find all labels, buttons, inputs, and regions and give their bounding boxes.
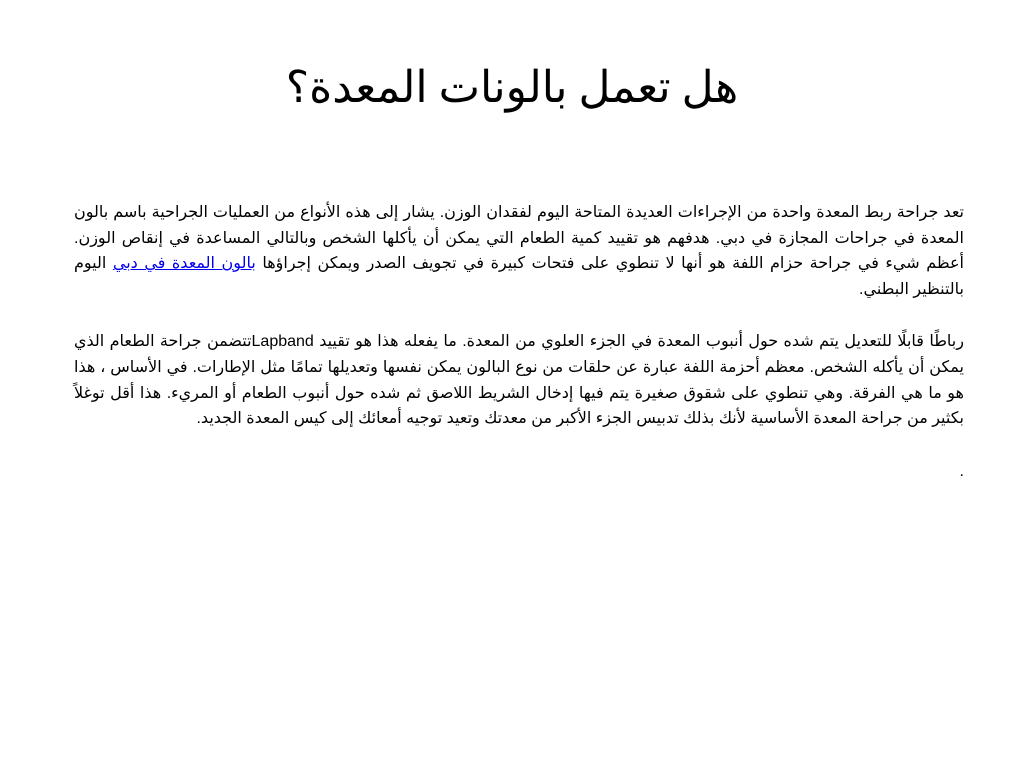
paragraph-2-text: تتضمن جراحة الطعام الذي يمكن أن يأكله الشخص. معظم أحزمة اللفة عبارة عن حلقات من نوع البالون يمكن نفسها وتعديلها تمامًا مثل الإطارات. في الأساس ، هذا هو ما هي الفرقة. وهي تنطوي على شقوق صغيرة يتم فيها إدخال الشريط اللاصق ثم شده حول أنبوب الطعام أو المريء. هذا أقل توغلاً بكثير من جراحة المعدة الأساسية لأنك بذلك تدبيس الجزء الأكبر من معدتك وتعيد توجيه أمعائك إلى كيس المعدة الجديد. — [74, 333, 964, 428]
slide-title: هل تعمل بالونات المعدة؟ — [285, 63, 739, 112]
paragraph-1-text: تعد جراحة ربط المعدة واحدة من الإجراءات العديدة المتاحة اليوم لفقدان الوزن. يشار إلى هذه الأنواع من العمليات الجراحية باسم بالون المعدة في جراحات المجازة في دبي. هدفهم هو تقييد كمية الطعام التي يمكن أن يأكلها الشخص وبالتالي المساعدة في إنقاص الوزن. أعظم شيء في جراحة حزام اللفة هو أنها لا تنطوي على فتحات كبيرة في تجويف الصدر ويمكن إجراؤها — [74, 204, 965, 273]
paragraph-1-tail: اليوم بالتنظير البطني. — [74, 255, 964, 298]
slide-body — [74, 200, 964, 484]
lapband-term: Lapband — [251, 333, 314, 351]
gastric-balloon-dubai-link[interactable]: بالون المعدة في دبي — [112, 255, 256, 273]
trailing-dot: . — [959, 462, 964, 480]
paragraph-2 — [74, 329, 964, 431]
paragraph-2-lead: رباطًا قابلًا للتعديل يتم شده حول أنبوب المعدة في الجزء العلوي من المعدة. ما يفعله هذا هو تقييد — [313, 333, 964, 351]
paragraph-1 — [74, 200, 964, 302]
